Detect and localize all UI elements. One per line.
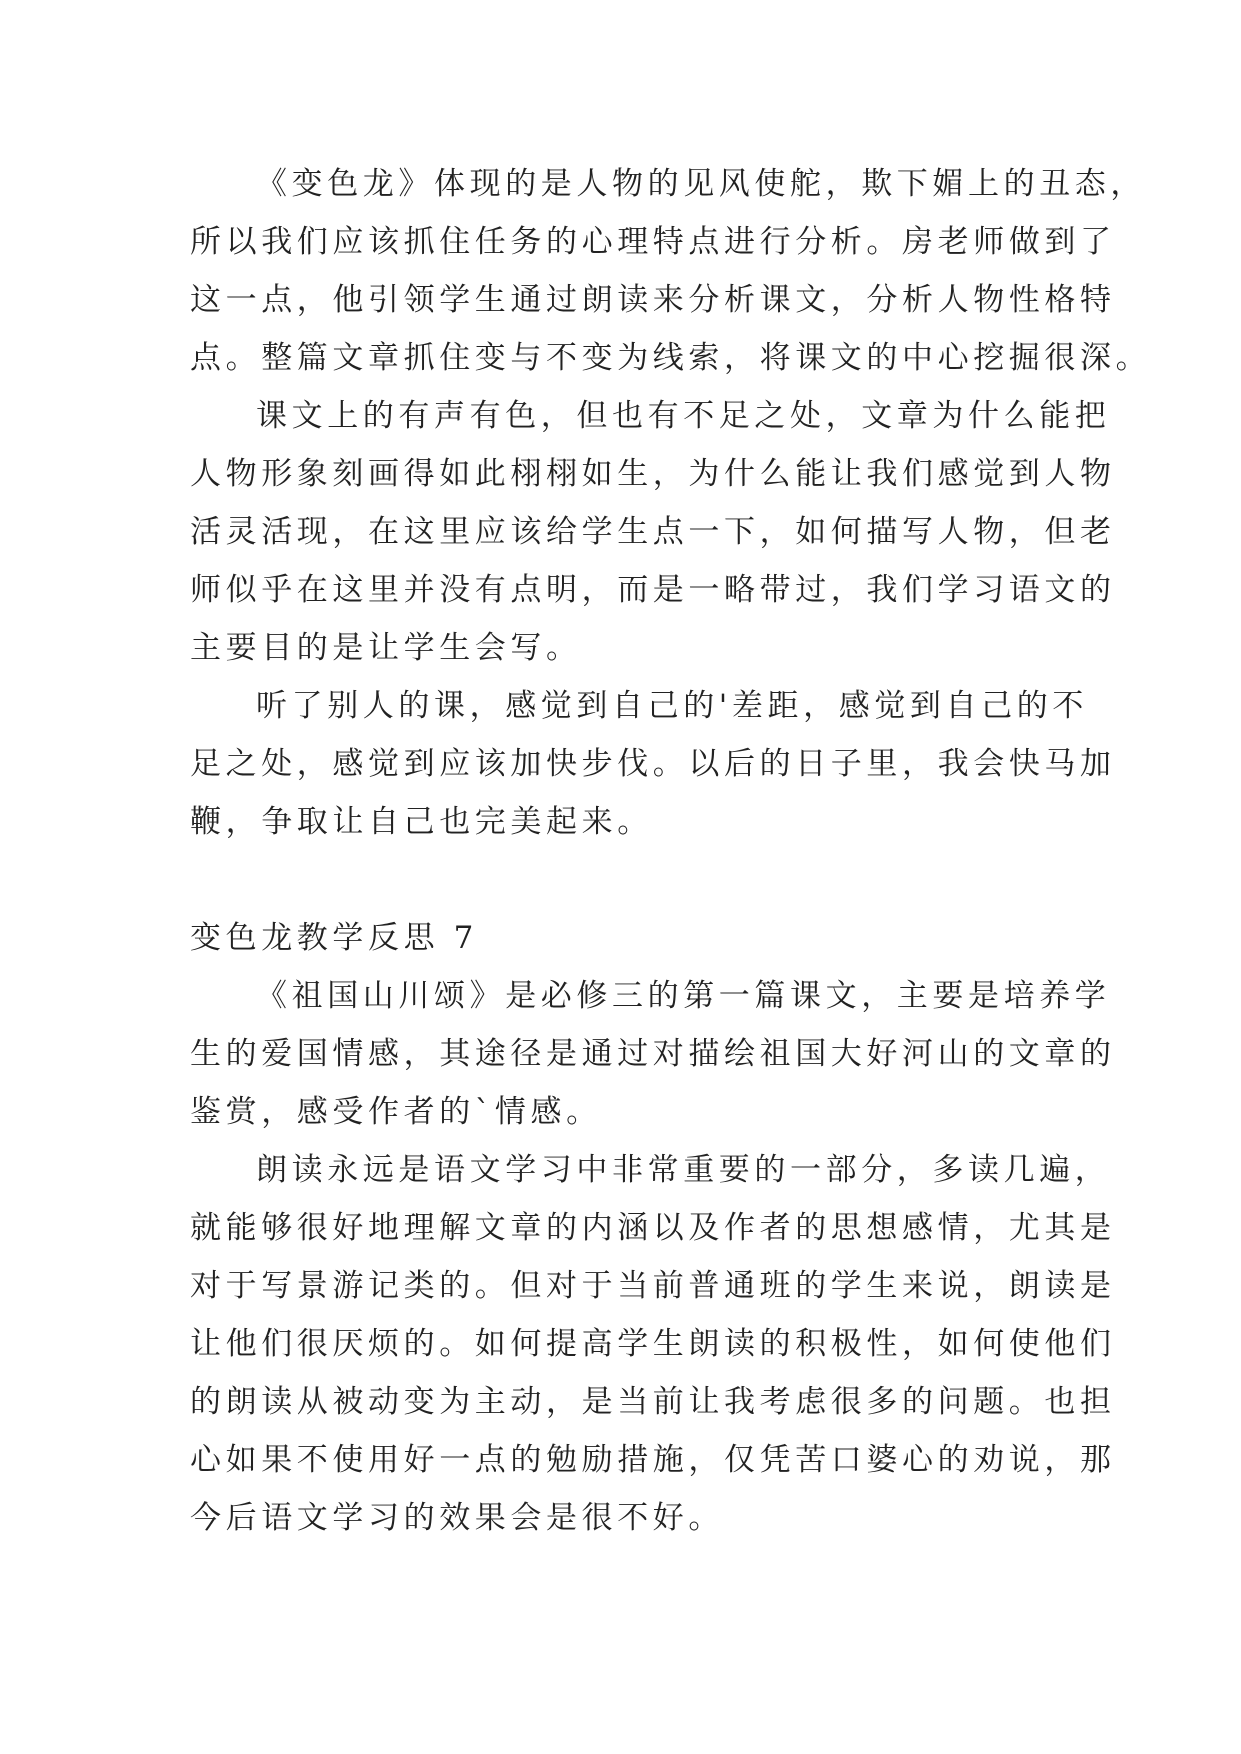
paragraph-line: 活灵活现，在这里应该给学生点一下，如何描写人物，但老 — [190, 514, 1116, 550]
paragraph-line: 今后语文学习的效果会是很不好。 — [190, 1500, 724, 1536]
paragraph-line: 《祖国山川颂》是必修三的第一篇课文，主要是培养学 — [256, 978, 1111, 1014]
paragraph-line: 所以我们应该抓住任务的心理特点进行分析。房老师做到了 — [190, 224, 1116, 260]
paragraph-line: 心如果不使用好一点的勉励措施，仅凭苦口婆心的劝说，那 — [190, 1442, 1116, 1478]
paragraph-line: 师似乎在这里并没有点明，而是一略带过，我们学习语文的 — [190, 572, 1116, 608]
paragraph-line: 生的爱国情感，其途径是通过对描绘祖国大好河山的文章的 — [190, 1036, 1116, 1072]
paragraph-line: 这一点，他引领学生通过朗读来分析课文，分析人物性格特 — [190, 282, 1116, 318]
paragraph-line: 就能够很好地理解文章的内涵以及作者的思想感情，尤其是 — [190, 1210, 1116, 1246]
paragraph-line: 人物形象刻画得如此栩栩如生，为什么能让我们感觉到人物 — [190, 456, 1116, 492]
paragraph-line: 课文上的有声有色，但也有不足之处，文章为什么能把 — [256, 398, 1111, 434]
paragraph-line: 足之处，感觉到应该加快步伐。以后的日子里，我会快马加 — [190, 746, 1116, 782]
paragraph-line: 鞭，争取让自己也完美起来。 — [190, 804, 653, 840]
paragraph-line: 对于写景游记类的。但对于当前普通班的学生来说，朗读是 — [190, 1268, 1116, 1304]
paragraph-line: 《变色龙》体现的是人物的见风使舵，欺下媚上的丑态， — [256, 166, 1146, 202]
paragraph-line: 让他们很厌烦的。如何提高学生朗读的积极性，如何使他们 — [190, 1326, 1116, 1362]
paragraph-line: 主要目的是让学生会写。 — [190, 630, 582, 666]
section-heading: 变色龙教学反思 7 — [190, 920, 478, 956]
paragraph-line: 朗读永远是语文学习中非常重要的一部分，多读几遍， — [256, 1152, 1111, 1188]
paragraph-line: 听了别人的课，感觉到自己的'差距，感觉到自己的不 — [256, 688, 1088, 724]
paragraph-line: 鉴赏，感受作者的`情感。 — [190, 1094, 602, 1130]
paragraph-line: 的朗读从被动变为主动，是当前让我考虑很多的问题。也担 — [190, 1384, 1116, 1420]
paragraph-line: 点。整篇文章抓住变与不变为线索，将课文的中心挖掘很深。 — [190, 340, 1152, 376]
